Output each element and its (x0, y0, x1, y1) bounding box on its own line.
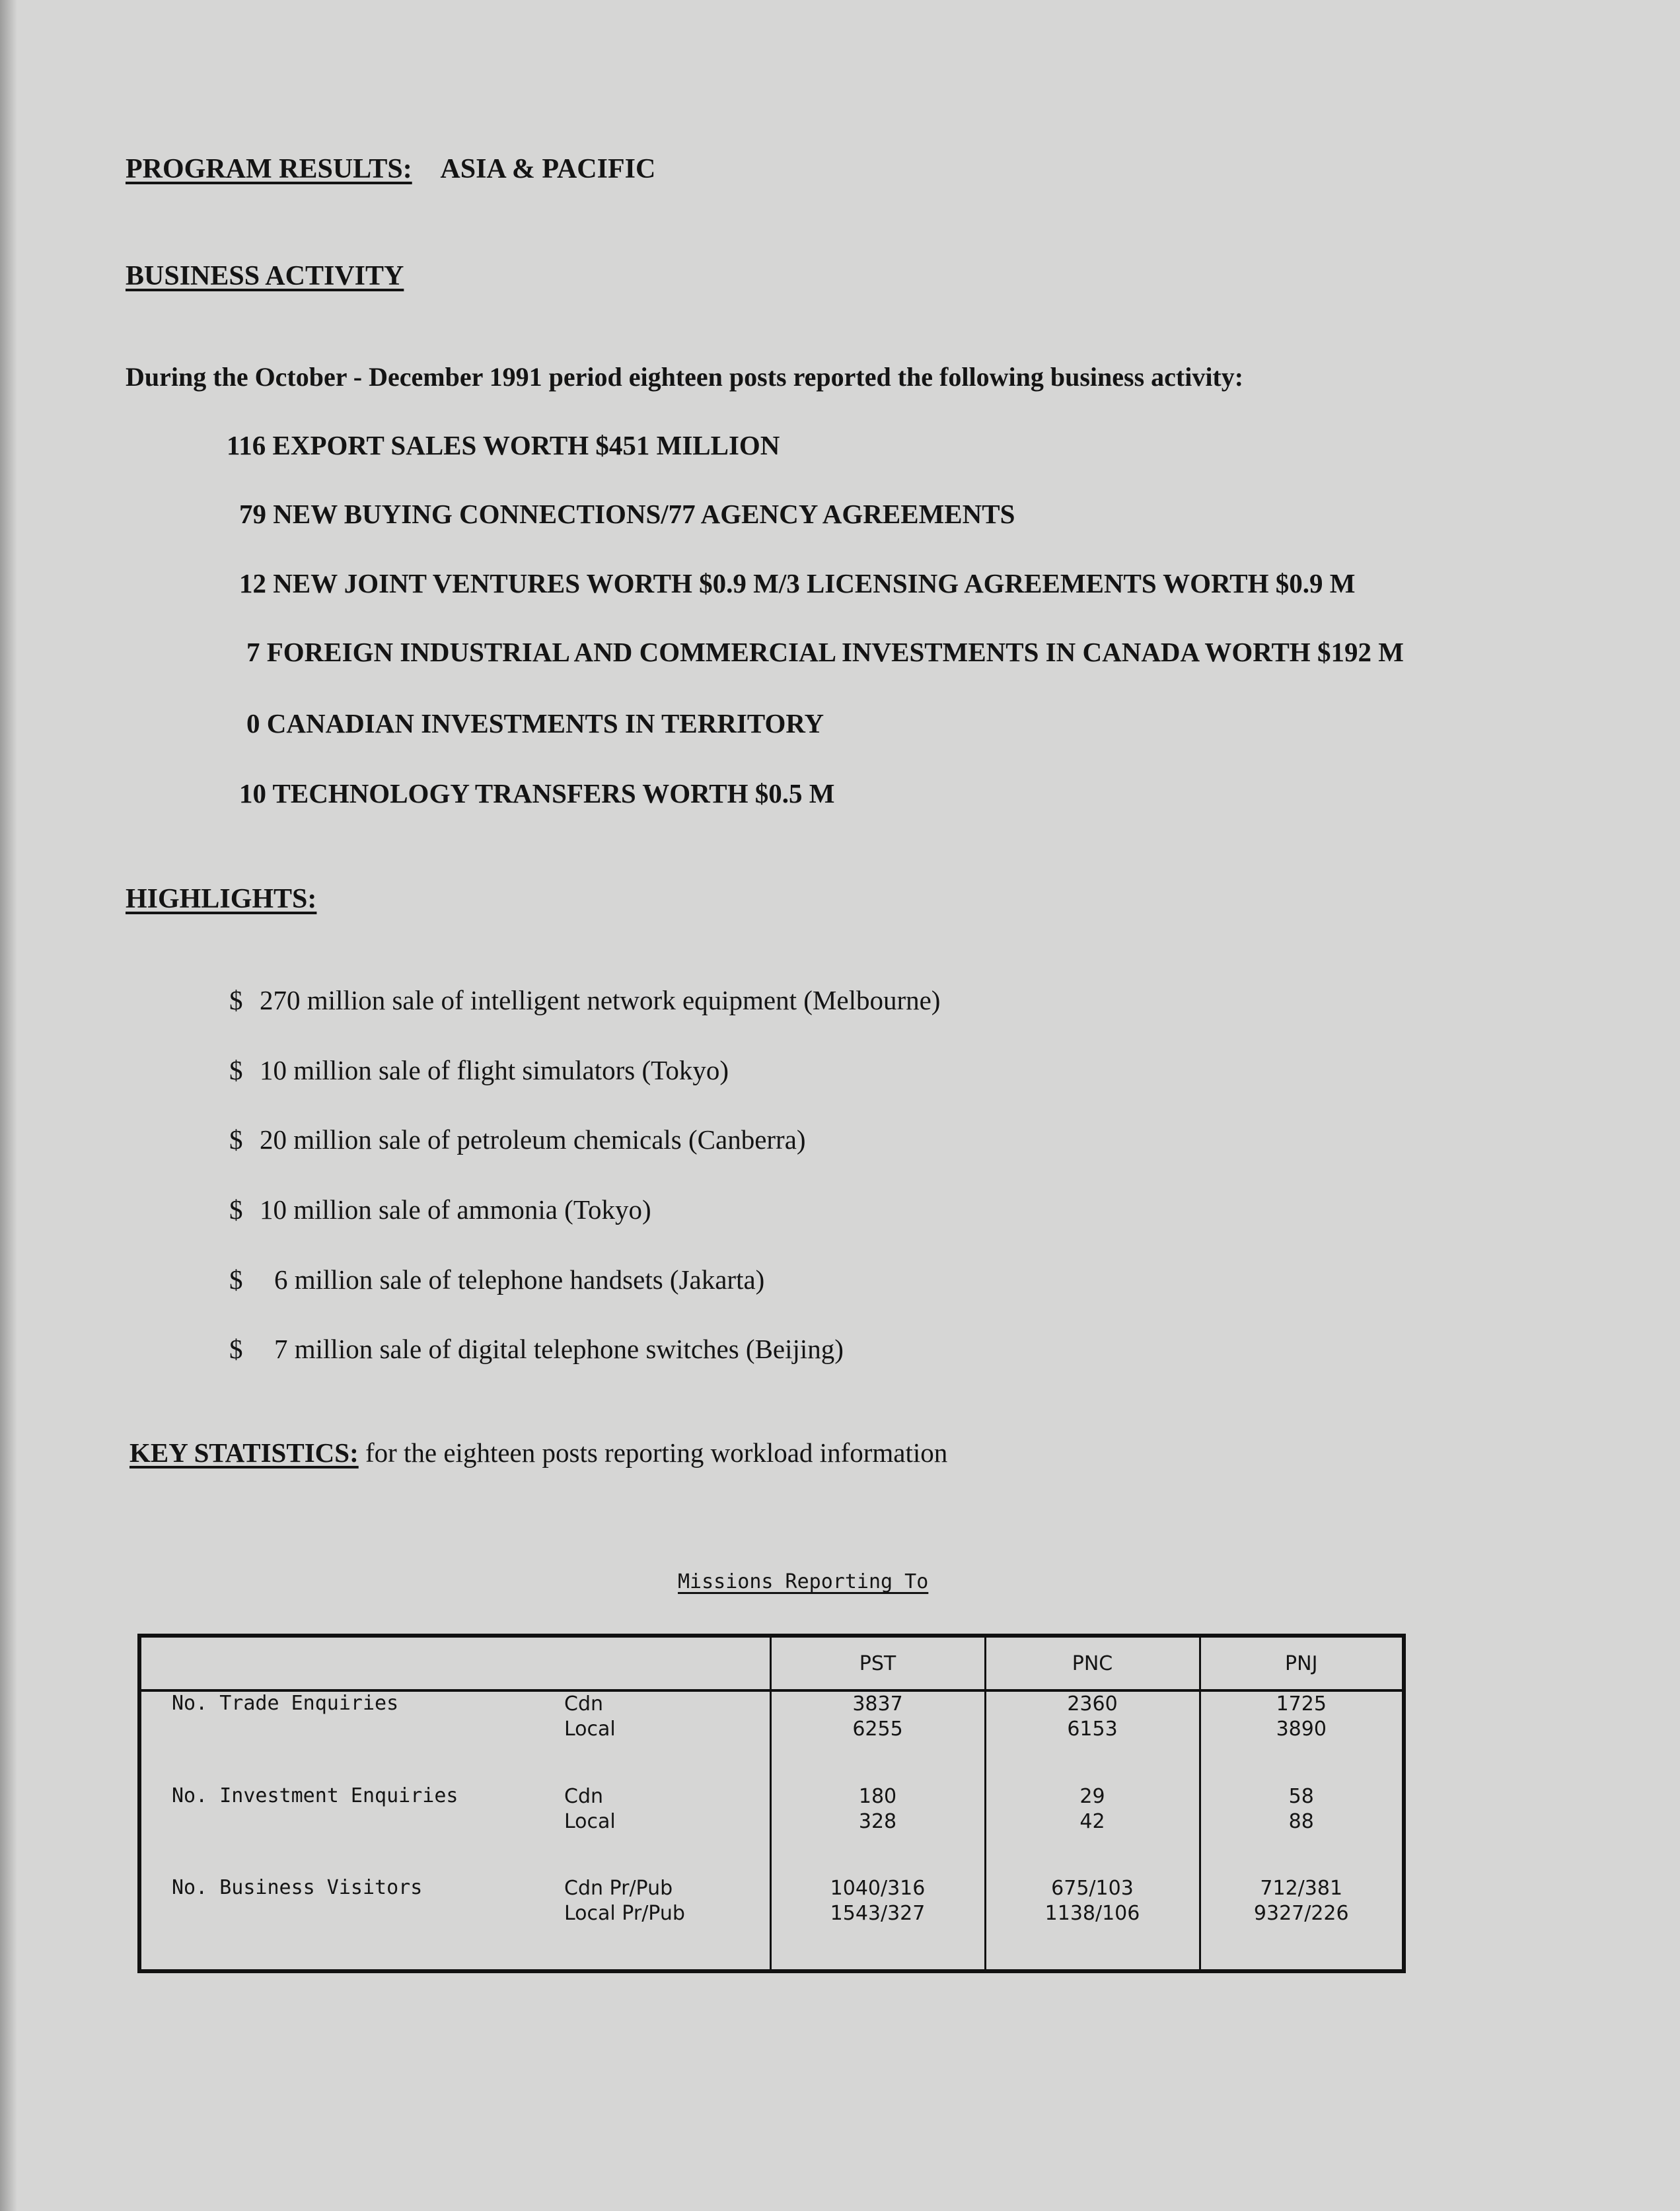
value-cell (985, 1784, 1200, 1876)
highlight-text: 10 million sale of ammonia (Tokyo) (260, 1194, 651, 1225)
table-row (139, 1784, 1404, 1876)
value-cell (1200, 1784, 1404, 1876)
header-blank-cell (139, 1636, 564, 1690)
value-cell (985, 1690, 1200, 1784)
value: 712/381 (1260, 1876, 1343, 1900)
business-activity-heading: BUSINESS ACTIVITY (126, 261, 404, 291)
activity-item: 116 EXPORT SALES WORTH $451 MILLION (227, 430, 780, 460)
type-label: Local Pr/Pub (564, 1901, 685, 1925)
value: 1543/327 (830, 1901, 926, 1925)
column-header: PST (770, 1636, 985, 1690)
highlight-item (229, 1124, 806, 1155)
value: 328 (858, 1810, 897, 1834)
highlight-text: 6 million sale of telephone handsets (Jakarta) (274, 1264, 765, 1295)
highlight-item (229, 984, 940, 1016)
row-type-cell (564, 1784, 770, 1876)
value: 180 (858, 1785, 897, 1809)
highlight-item (229, 1333, 844, 1365)
value: 2360 (1067, 1692, 1118, 1716)
value-cell (770, 1690, 985, 1784)
key-statistics-text: for the eighteen posts reporting workload information (365, 1437, 948, 1468)
intro-paragraph: During the October - December 1991 period eighteen posts reported the following business activity: (126, 362, 1244, 392)
value-cell (1200, 1876, 1404, 1971)
table-header-row (139, 1636, 1404, 1690)
value: 9327/226 (1253, 1901, 1349, 1925)
type-label: Cdn (564, 1692, 604, 1716)
header-blank-cell (564, 1636, 770, 1690)
program-results-label: PROGRAM RESULTS: (126, 154, 412, 184)
value-cell (985, 1876, 1200, 1971)
highlight-item (229, 1264, 764, 1295)
highlight-item (229, 1054, 729, 1086)
row-label: No. Investment Enquiries (172, 1784, 458, 1808)
currency-symbol: $ (229, 1264, 243, 1295)
value-cell (770, 1876, 985, 1971)
table-caption: Missions Reporting To (678, 1570, 929, 1593)
program-results-heading (126, 153, 655, 185)
currency-symbol: $ (229, 1334, 243, 1364)
value: 6255 (852, 1718, 903, 1741)
value: 88 (1288, 1810, 1314, 1834)
value-cell (1200, 1690, 1404, 1784)
value: 42 (1079, 1810, 1105, 1834)
row-label: No. Trade Enquiries (172, 1692, 399, 1715)
currency-symbol: $ (229, 1194, 243, 1225)
key-statistics-table (137, 1634, 1406, 1973)
region-label: ASIA & PACIFIC (440, 154, 656, 184)
value: 1725 (1276, 1692, 1327, 1716)
highlight-text: 20 million sale of petroleum chemicals (Canberra) (260, 1124, 806, 1155)
page-edge-shadow (0, 0, 17, 2211)
row-type-cell (564, 1876, 770, 1971)
activity-item: 79 NEW BUYING CONNECTIONS/77 AGENCY AGREEMENTS (239, 499, 1015, 529)
currency-symbol: $ (229, 1124, 243, 1155)
value: 3890 (1276, 1718, 1327, 1741)
value: 3837 (852, 1692, 903, 1716)
highlight-item (229, 1194, 651, 1225)
activity-item: 10 TECHNOLOGY TRANSFERS WORTH $0.5 M (239, 778, 835, 809)
type-label: Local (564, 1810, 616, 1834)
highlights-heading: HIGHLIGHTS: (126, 884, 317, 914)
value: 6153 (1067, 1718, 1118, 1741)
activity-item: 12 NEW JOINT VENTURES WORTH $0.9 M/3 LICENSING AGREEMENTS WORTH $0.9 M (239, 568, 1356, 598)
highlight-text: 10 million sale of flight simulators (Tokyo) (260, 1055, 729, 1085)
activity-item: 0 CANADIAN INVESTMENTS IN TERRITORY (246, 708, 824, 739)
value: 58 (1288, 1785, 1314, 1809)
type-label: Cdn Pr/Pub (564, 1876, 673, 1900)
currency-symbol: $ (229, 985, 243, 1015)
highlight-text: 7 million sale of digital telephone switches (Beijing) (274, 1334, 844, 1364)
highlight-text: 270 million sale of intelligent network equipment (Melbourne) (260, 985, 941, 1015)
value-cell (770, 1784, 985, 1876)
currency-symbol: $ (229, 1055, 243, 1085)
column-header: PNC (985, 1636, 1200, 1690)
row-label: No. Business Visitors (172, 1875, 423, 1899)
key-statistics-line (129, 1437, 947, 1468)
key-statistics-label: KEY STATISTICS: (129, 1437, 359, 1468)
value: 1040/316 (830, 1876, 926, 1900)
activity-item: 7 FOREIGN INDUSTRIAL AND COMMERCIAL INVESTMENTS IN CANADA WORTH $192 M (246, 637, 1404, 667)
value: 675/103 (1051, 1876, 1134, 1900)
row-type-cell (564, 1690, 770, 1784)
table-row (139, 1876, 1404, 1971)
value: 29 (1079, 1785, 1105, 1809)
column-header: PNJ (1200, 1636, 1404, 1690)
type-label: Local (564, 1718, 616, 1741)
table-row (139, 1690, 1404, 1784)
type-label: Cdn (564, 1785, 604, 1809)
value: 1138/106 (1044, 1901, 1140, 1925)
